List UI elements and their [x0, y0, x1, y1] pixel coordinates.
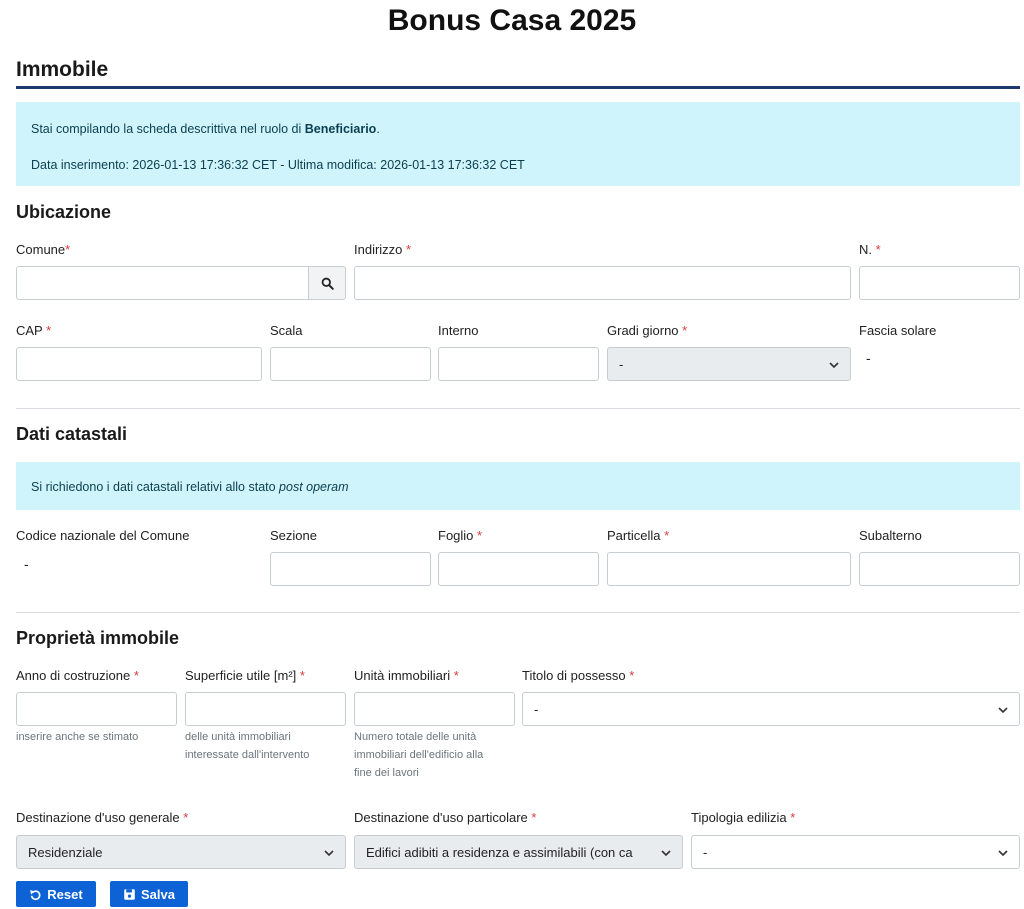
unita-immobiliari-input[interactable] [354, 692, 515, 726]
section-title-ubicazione: Ubicazione [16, 202, 112, 222]
section-title-proprieta: Proprietà immobile [16, 628, 180, 648]
reset-button-label: Reset [47, 886, 83, 902]
chevron-down-icon [997, 704, 1009, 716]
unita-immobiliari-label: Unità immobiliari * [354, 668, 459, 683]
destinazione-generale-value: Residenziale [28, 845, 103, 860]
section-divider [16, 612, 1020, 613]
tipologia-edilizia-label: Tipologia edilizia * [691, 810, 796, 825]
particella-input[interactable] [607, 552, 851, 586]
floppy-disk-icon [123, 888, 136, 901]
gradi-giorno-value: - [619, 357, 624, 372]
section-title-dati-catastali: Dati catastali [16, 424, 128, 444]
section-divider [16, 408, 1020, 409]
role-info-alert [16, 102, 1020, 186]
indirizzo-input[interactable] [354, 266, 851, 300]
cap-label: CAP * [16, 323, 52, 338]
dates-info: Data inserimento: 2026-01-13 17:36:32 CET - Ultima modifica: 2026-01-13 17:36:32 CET [31, 158, 525, 172]
superficie-utile-input[interactable] [185, 692, 346, 726]
sezione-label: Sezione [270, 528, 317, 543]
interno-input[interactable] [438, 347, 599, 381]
anno-costruzione-label: Anno di costruzione * [16, 668, 139, 683]
chevron-down-icon [660, 847, 672, 859]
comune-label: Comune* [16, 242, 71, 257]
destinazione-generale-select[interactable] [16, 835, 346, 869]
section-title-immobile: Immobile [16, 58, 109, 81]
subalterno-label: Subalterno [859, 528, 922, 543]
undo-icon [29, 888, 42, 901]
titolo-possesso-label: Titolo di possesso * [522, 668, 635, 683]
destinazione-particolare-select[interactable] [354, 835, 683, 869]
foglio-input[interactable] [438, 552, 599, 586]
role-info-prefix: Stai compilando la scheda descrittiva nel ruolo di [31, 122, 305, 136]
destinazione-generale-label: Destinazione d'uso generale * [16, 810, 189, 825]
numero-label: N. * [859, 242, 881, 257]
save-button[interactable] [110, 881, 188, 907]
codice-comune-label: Codice nazionale del Comune [16, 528, 190, 543]
particella-label: Particella * [607, 528, 670, 543]
sezione-input[interactable] [270, 552, 431, 586]
section-divider [16, 86, 1020, 89]
reset-button[interactable] [16, 881, 96, 907]
fascia-solare-label: Fascia solare [859, 323, 937, 338]
fascia-solare-value: - [866, 350, 871, 366]
interno-label: Interno [438, 323, 479, 338]
anno-costruzione-input[interactable] [16, 692, 177, 726]
catastali-info-alert [16, 462, 1020, 510]
scala-input[interactable] [270, 347, 431, 381]
subalterno-input[interactable] [859, 552, 1020, 586]
gradi-giorno-select[interactable] [607, 347, 851, 381]
titolo-possesso-select[interactable] [522, 692, 1020, 726]
tipologia-edilizia-value: - [703, 845, 708, 860]
unita-immobiliari-help: Numero totale delle unità immobiliari dell'edificio alla fine dei lavori [354, 731, 484, 779]
gradi-giorno-label: Gradi giorno * [607, 323, 688, 338]
comune-input-group [16, 266, 346, 300]
codice-comune-value: - [24, 556, 29, 572]
save-button-label: Salva [141, 886, 175, 902]
chevron-down-icon [828, 359, 840, 371]
page-title: Bonus Casa 2025 [387, 4, 637, 37]
anno-costruzione-help: inserire anche se stimato [16, 731, 139, 743]
chevron-down-icon [997, 847, 1009, 859]
search-icon [321, 277, 334, 290]
role-info-suffix: . [376, 122, 380, 136]
cap-input[interactable] [16, 347, 262, 381]
destinazione-particolare-label: Destinazione d'uso particolare * [354, 810, 537, 825]
role-info-text [31, 122, 380, 136]
catastali-info-prefix: Si richiedono i dati catastali relativi allo stato [31, 480, 280, 494]
numero-input[interactable] [859, 266, 1020, 300]
superficie-utile-label: Superficie utile [m²] * [185, 668, 305, 683]
comune-search-button[interactable] [308, 266, 346, 300]
role-name: Beneficiario [304, 122, 377, 136]
chevron-down-icon [323, 847, 335, 859]
post-operam-text: post operam [279, 480, 349, 494]
tipologia-edilizia-select[interactable] [691, 835, 1020, 869]
catastali-info-text [31, 480, 349, 494]
destinazione-particolare-value: Edifici adibiti a residenza e assimilabili (con ca [366, 845, 633, 860]
foglio-label: Foglio * [438, 528, 483, 543]
indirizzo-label: Indirizzo * [354, 242, 412, 257]
comune-input[interactable] [16, 266, 308, 300]
titolo-possesso-value: - [534, 702, 539, 717]
scala-label: Scala [270, 323, 303, 338]
superficie-utile-help: delle unità immobiliari interessate dall'intervento [185, 731, 310, 761]
